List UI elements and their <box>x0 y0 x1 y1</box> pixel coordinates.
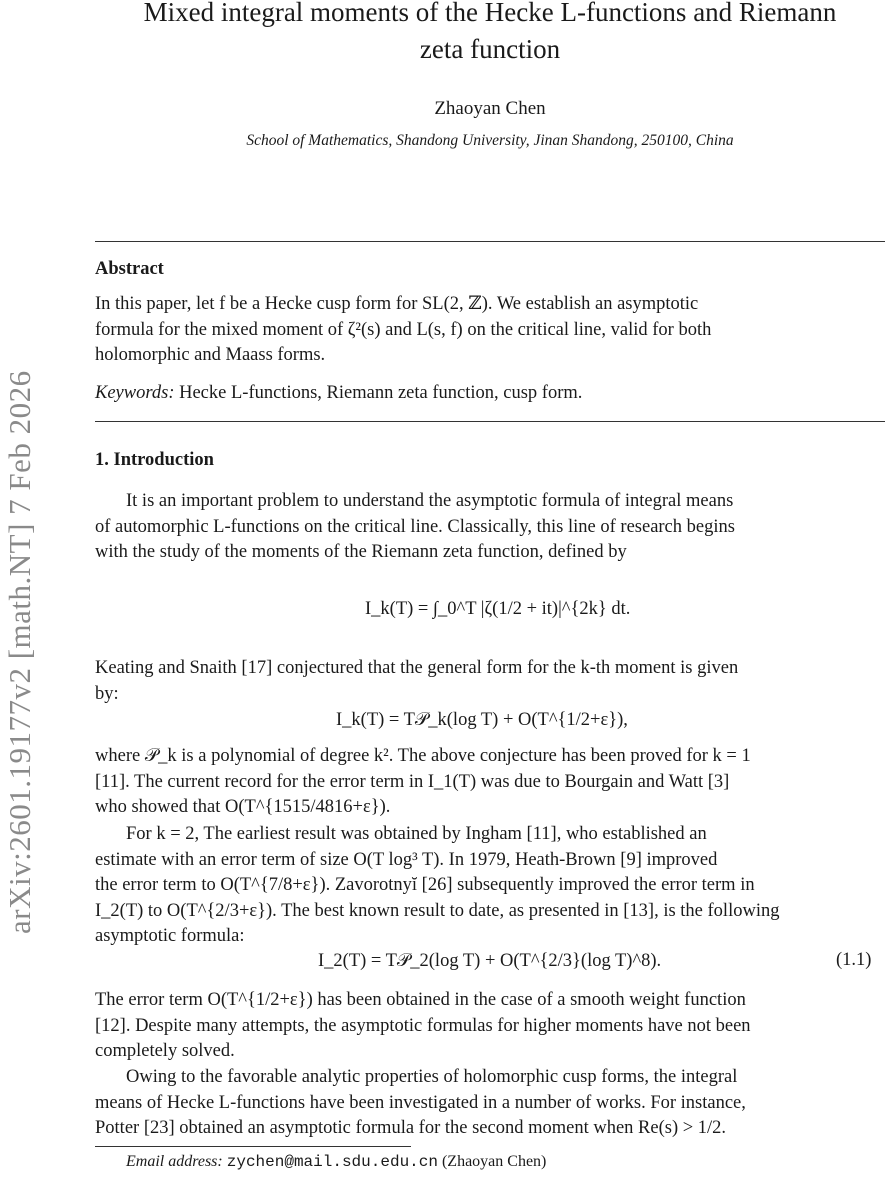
intro-paragraph-1 <box>95 489 885 566</box>
footnote-email <box>126 1153 546 1171</box>
title-line-2: zeta function <box>419 34 561 64</box>
paper-title <box>70 0 885 68</box>
text-line: of automorphic L-functions on the critical line. Classically, this line of research begins <box>95 516 735 537</box>
equation-conjecture: I_k(T) = T𝒫_k(log T) + O(T^{1/2+ε}), <box>336 710 628 730</box>
text-line: The error term O(T^{1/2+ε}) has been obtained in the case of a smooth weight function <box>95 990 746 1010</box>
abstract-heading: Abstract <box>95 259 164 279</box>
equation-text: I_k(T) = ∫_0^T |ζ(1/2 + it)|^{2k} dt. <box>365 599 631 619</box>
footnote-name: (Zhaoyan Chen) <box>441 1153 547 1170</box>
arxiv-side-stamp: arXiv:2601.19177v2 [math.NT] 7 Feb 2026 <box>2 370 37 934</box>
text-line: Owing to the favorable analytic properties of holomorphic cusp forms, the integral <box>126 1067 738 1087</box>
text-line: completely solved. <box>95 1041 235 1061</box>
footnote-label: Email address: <box>126 1153 223 1170</box>
footnote-rule <box>95 1146 411 1147</box>
text-line: by: <box>95 683 119 704</box>
keywords-line <box>95 381 582 407</box>
text-line: Keating and Snaith [17] conjectured that the general form for the k-th moment is given <box>95 658 739 678</box>
equation-1-1-number: (1.1) <box>836 950 872 970</box>
abstract-bottom-rule <box>95 421 885 422</box>
text-line: For k = 2, The earliest result was obtained by Ingham [11], who established an <box>126 824 707 844</box>
author-affiliation: School of Mathematics, Shandong University, Jinan Shandong, 250100, China <box>246 132 734 149</box>
abstract-text <box>95 292 885 369</box>
intro-paragraph-6 <box>95 1065 885 1142</box>
intro-paragraph-4 <box>95 822 885 950</box>
text-line: [11]. The current record for the error term in I_1(T) was due to Bourgain and Watt [3] <box>95 771 730 792</box>
equation-1-1: I_2(T) = T𝒫_2(log T) + O(T^{2/3}(log T)^8). <box>318 951 662 971</box>
intro-paragraph-5 <box>95 988 885 1065</box>
text-line: means of Hecke L-functions have been investigated in a number of works. For instance, <box>95 1092 746 1113</box>
abstract-line: formula for the mixed moment of ζ²(s) and L(s, f) on the critical line, valid for both <box>95 319 712 340</box>
intro-paragraph-3 <box>95 744 885 821</box>
text-line: who showed that O(T^{1515/4816+ε}). <box>95 797 391 817</box>
text-line: Potter [23] obtained an asymptotic formula for the second moment when Re(s) > 1/2. <box>95 1118 727 1138</box>
text-line: [12]. Despite many attempts, the asymptotic formulas for higher moments have not been <box>95 1015 751 1036</box>
email-link[interactable]: zychen@mail.sdu.edu.cn <box>226 1153 438 1171</box>
intro-paragraph-2 <box>95 656 885 707</box>
text-line: with the study of the moments of the Riemann zeta function, defined by <box>95 542 627 562</box>
equation-moment-definition <box>365 585 631 641</box>
keywords-label: Keywords: <box>95 383 175 403</box>
text-line: I_2(T) to O(T^{2/3+ε}). The best known result to date, as presented in [13], is the following <box>95 900 780 921</box>
text-line: estimate with an error term of size O(T log³ T). In 1979, Heath-Brown [9] improved <box>95 849 718 870</box>
text-line: It is an important problem to understand the asymptotic formula of integral means <box>126 491 734 511</box>
text-line: where 𝒫_k is a polynomial of degree k². The above conjecture has been proved for k = 1 <box>95 746 751 766</box>
section-heading-introduction: 1. Introduction <box>95 450 214 470</box>
author-name: Zhaoyan Chen <box>434 98 546 119</box>
keywords-text: Hecke L-functions, Riemann zeta function, cusp form. <box>179 383 583 403</box>
title-line-1: Mixed integral moments of the Hecke L-functions and Riemann <box>143 0 837 27</box>
abstract-line: In this paper, let f be a Hecke cusp form for SL(2, ℤ). We establish an asymptotic <box>95 294 699 314</box>
text-line: the error term to O(T^{7/8+ε}). Zavorotnyĭ [26] subsequently improved the error term in <box>95 875 755 895</box>
abstract-line: holomorphic and Maass forms. <box>95 345 326 365</box>
text-line: asymptotic formula: <box>95 926 245 946</box>
abstract-top-rule <box>95 241 885 242</box>
